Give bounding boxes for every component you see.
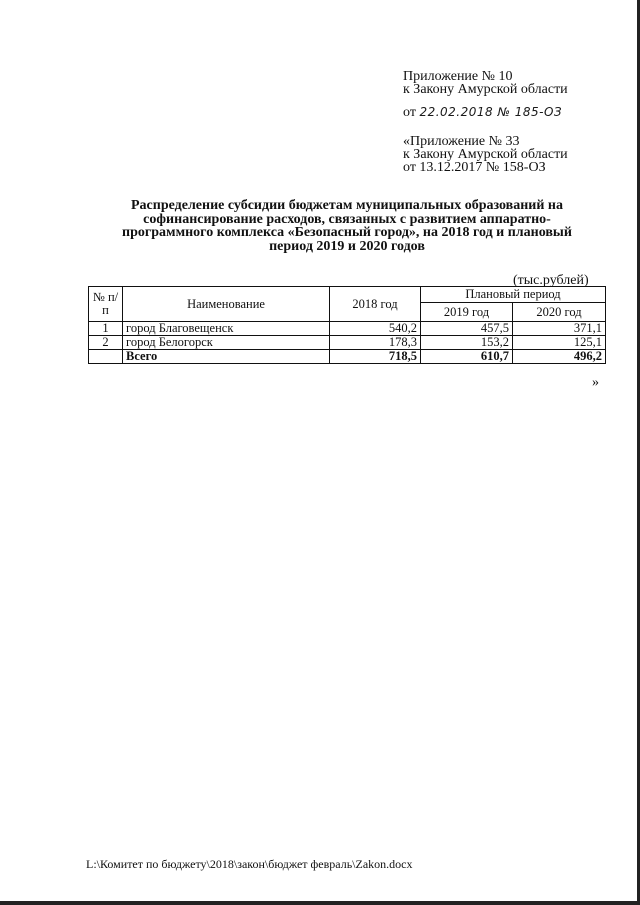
- subsidy-table: [88, 286, 606, 364]
- header-cell-planned-period: Плановый период: [421, 287, 606, 303]
- total-value-2018: 718,5: [330, 350, 421, 364]
- title-line-1: Распределение субсидии бюджетам муниципальных образований на: [131, 198, 563, 213]
- footer-file-path: L:\Комитет по бюджету\2018\закон\бюджет февраль\Zakon.docx: [86, 857, 413, 871]
- title-line-4: период 2019 и 2020 годов: [269, 238, 425, 254]
- row-name: город Белогорск: [123, 336, 330, 350]
- document-title: [96, 199, 598, 253]
- closing-quote: »: [592, 375, 599, 390]
- table-row: [89, 322, 606, 336]
- table-header-row-1: [89, 287, 606, 303]
- header-cell-2018: 2018 год: [330, 287, 421, 322]
- header-cell-name: Наименование: [123, 287, 330, 322]
- table-total-row: [89, 350, 606, 364]
- appendix-header: [403, 70, 628, 174]
- total-value-2019: 610,7: [421, 350, 513, 364]
- previous-appendix-date: от 13.12.2017 № 158-ОЗ: [403, 160, 546, 175]
- header-cell-number: № п/п: [89, 287, 123, 322]
- units-label: (тыс.рублей): [513, 273, 589, 288]
- table-row: [89, 336, 606, 350]
- appendix-number: Приложение № 10: [403, 69, 513, 84]
- row-value-2020: 125,1: [513, 336, 606, 350]
- title-line-3: программного комплекса «Безопасный город», на 2018 год и плановый: [122, 225, 572, 240]
- previous-appendix-block: [403, 135, 628, 174]
- date-prefix: от: [403, 105, 416, 120]
- scan-edge-bottom: [0, 901, 640, 905]
- previous-appendix-law-ref: к Закону Амурской области: [403, 147, 568, 162]
- row-number: 1: [89, 322, 123, 336]
- row-value-2018: 178,3: [330, 336, 421, 350]
- total-label: Всего: [123, 350, 330, 364]
- total-number-empty: [89, 350, 123, 364]
- handwritten-date: 22.02.2018 № 185-ОЗ: [419, 105, 563, 119]
- appendix-law-ref: к Закону Амурской области: [403, 82, 568, 97]
- row-value-2019: 457,5: [421, 322, 513, 336]
- title-line-2: софинансирование расходов, связанных с развитием аппаратно-: [143, 211, 551, 227]
- header-cell-2020: 2020 год: [513, 303, 606, 322]
- appendix-date: [403, 106, 628, 119]
- header-cell-2019: 2019 год: [421, 303, 513, 322]
- row-name: город Благовещенск: [123, 322, 330, 336]
- total-value-2020: 496,2: [513, 350, 606, 364]
- row-value-2018: 540,2: [330, 322, 421, 336]
- row-value-2019: 153,2: [421, 336, 513, 350]
- previous-appendix-number: «Приложение № 33: [403, 134, 520, 149]
- row-number: 2: [89, 336, 123, 350]
- row-value-2020: 371,1: [513, 322, 606, 336]
